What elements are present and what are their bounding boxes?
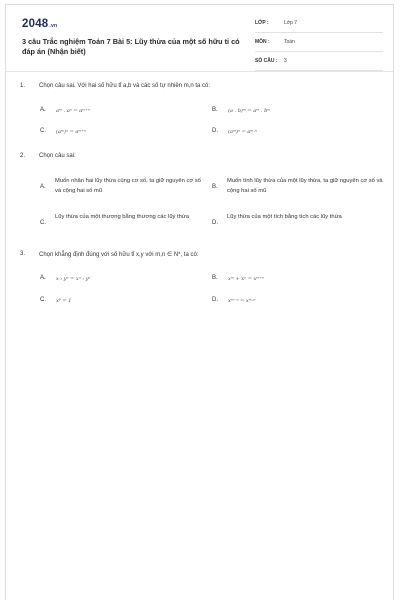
option-c-text[interactable]: (aᵐ)ⁿ = aᵐ⁺ⁿ: [56, 129, 87, 135]
option-d-text[interactable]: xᵐ⁻ⁿ = xᵐ·ⁿ: [228, 298, 256, 304]
option-letter[interactable]: C.: [40, 220, 46, 226]
option-letter[interactable]: C.: [40, 128, 46, 134]
meta-value: 3: [284, 58, 287, 64]
option-c-text[interactable]: Lũy thừa của một thương bằng thương các lũy thừa: [55, 214, 189, 220]
option-d-text[interactable]: Lũy thừa của một tích bằng tích các lũy thừa: [227, 214, 342, 220]
site-logo[interactable]: [22, 18, 57, 30]
option-a-text[interactable]: aᵐ . aⁿ = aᵐ⁺ⁿ: [56, 108, 90, 114]
document-page: [5, 4, 394, 600]
meta-key: LỚP :: [255, 20, 269, 26]
meta-value: Toán: [284, 39, 295, 45]
option-a-text[interactable]: Muốn nhân hai lũy thừa cùng cơ số, ta giữ nguyên cơ số và cộng hai số mũ: [55, 178, 201, 194]
option-letter[interactable]: B.: [212, 275, 218, 281]
meta-key: SỐ CÂU :: [255, 58, 278, 64]
option-a-text[interactable]: x : yⁿ = xⁿ : yⁿ: [56, 276, 91, 282]
meta-box: [255, 18, 383, 75]
meta-count: [255, 56, 383, 71]
header-divider: [6, 71, 393, 72]
option-d-text[interactable]: (aᵐ)ⁿ = aᵐ·ⁿ: [228, 129, 258, 135]
option-letter[interactable]: D.: [212, 220, 218, 226]
option-letter[interactable]: A.: [40, 184, 46, 190]
option-b-text[interactable]: xᵐ + xⁿ = xᵐ⁺ⁿ: [228, 276, 265, 282]
option-c-text[interactable]: x⁰ = 1: [56, 298, 72, 304]
question-number: 2.: [20, 153, 26, 159]
option-b-text[interactable]: (a . b)ᵐ = aᵐ . bᵐ: [228, 108, 271, 114]
option-letter[interactable]: A.: [40, 275, 46, 281]
question-number: 1.: [20, 83, 26, 89]
option-letter[interactable]: D.: [212, 297, 218, 303]
question-text: Chọn câu sai. Với hai số hữu tỉ a,b và các số tự nhiên m,n ta có:: [39, 83, 211, 89]
option-letter[interactable]: B.: [212, 184, 218, 190]
meta-key: MÔN :: [255, 39, 270, 45]
option-letter[interactable]: A.: [40, 107, 46, 113]
option-b-text[interactable]: Muốn tính lũy thừa của một lũy thừa, ta giữ nguyên cơ số và cộng hai số mũ: [227, 178, 383, 194]
logo-main: 2048: [22, 18, 49, 30]
question-text: Chọn câu sai:: [39, 153, 76, 159]
option-letter[interactable]: C.: [40, 297, 46, 303]
option-letter[interactable]: B.: [212, 107, 218, 113]
document-header: [6, 5, 393, 71]
question-text: Chọn khẳng định đúng với số hữu tỉ x,y với m,n ∈ N*, ta có:: [39, 252, 199, 258]
meta-class: [255, 18, 383, 33]
meta-value: Lớp 7: [284, 20, 298, 26]
question-number: 3.: [20, 251, 26, 257]
logo-sub: .vn: [49, 23, 58, 29]
document-title: 3 câu Trắc nghiệm Toán 7 Bài 5: Lũy thừa của một số hữu tỉ có đáp án (Nhận biết): [22, 37, 240, 56]
option-letter[interactable]: D.: [212, 128, 218, 134]
meta-subject: [255, 37, 383, 52]
